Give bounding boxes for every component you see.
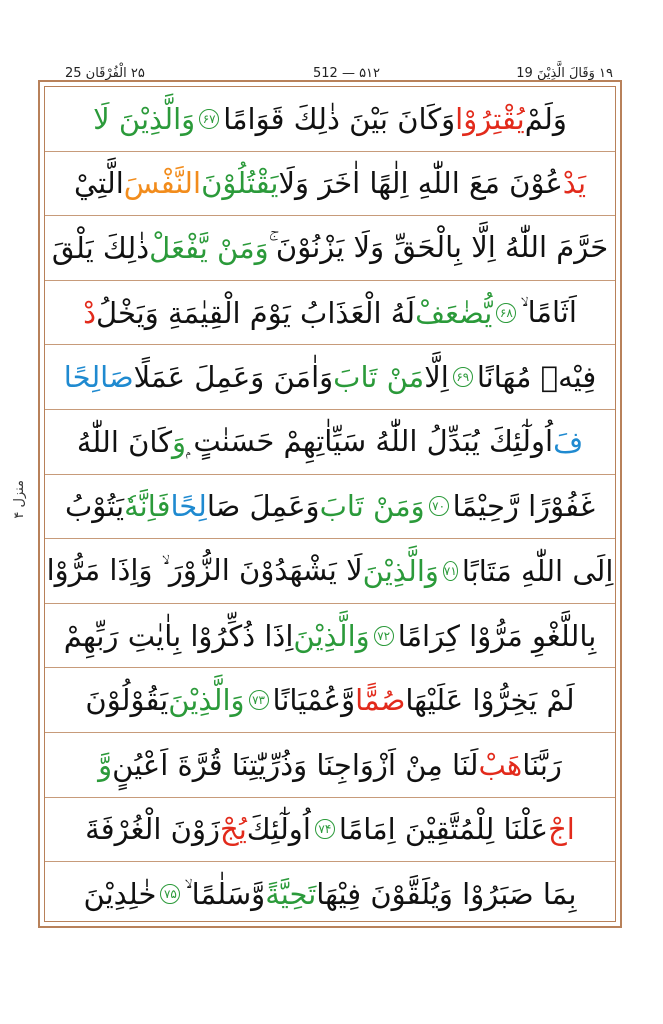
text-segment: صُمًّا [355, 683, 406, 718]
text-segment: فَ [553, 424, 584, 459]
text-segment: يُقْتِرُوْا [455, 101, 525, 136]
text-segment: تَحِيَّةً [265, 877, 317, 912]
text-segment: وَّ [98, 747, 113, 782]
text-segment: وَالَّذِيْنَ [362, 553, 439, 588]
text-line [45, 410, 615, 475]
text-segment: يَتُوْبُ [65, 489, 125, 524]
ayah-number-marker: ۷۳ [249, 690, 269, 710]
text-segment: اَثَامًا ۙ [520, 295, 577, 330]
text-line [45, 281, 615, 346]
page-frame [38, 80, 622, 928]
text-segment: عُوْنَ مَعَ اللّٰهِ اِلٰهًا اٰخَرَ وَلَا [278, 166, 563, 201]
text-segment: بِمَا صَبَرُوْا وَيُلَقَّوْنَ فِيْهَا [316, 877, 577, 912]
text-area [44, 86, 616, 922]
text-segment: اِذَا ذُكِّرُوْا بِاٰيٰتِ رَبِّهِمْ [63, 618, 294, 653]
text-segment: النَّفْسَ [123, 166, 202, 201]
text-segment: وَالَّذِيْنَ [293, 618, 370, 653]
text-line [45, 862, 615, 927]
text-segment: لِحًا [170, 489, 207, 524]
text-segment: عَلْنَا لِلْمُتَّقِيْنَ اِمَامًا [338, 812, 549, 847]
text-line [45, 798, 615, 863]
page-number: 512 — ۵۱۲ [313, 66, 381, 81]
text-segment: زَوْنَ الْغُرْفَةَ [85, 812, 220, 847]
text-line [45, 345, 615, 410]
text-segment: كَانَ اللّٰهُ [76, 424, 173, 459]
text-segment: لَهُ الْعَذَابُ يَوْمَ الْقِيٰمَةِ وَيَخْلُ [95, 295, 416, 330]
ayah-number-marker: ۷۱ [443, 561, 458, 581]
text-line [45, 539, 615, 604]
text-segment: يَدْ [562, 166, 587, 201]
text-segment: غَفُوْرًا رَّحِيْمًا [452, 489, 595, 524]
ayah-number-marker: ۶۸ [496, 303, 516, 323]
text-segment: فَاِنَّهٗ [124, 489, 171, 524]
text-segment: هَبْ [478, 747, 523, 782]
text-segment: لَنَا مِنْ اَزْوَاجِنَا وَذُرِّيّٰتِنَا قُرَّةَ اَعْيُنٍ [112, 747, 479, 782]
text-segment: وَّعُمْيَانًا [272, 683, 356, 718]
text-line [45, 733, 615, 798]
ayah-number-marker: ۷۰ [429, 496, 449, 516]
text-segment: بِاللَّغْوِ مَرُّوْا كِرَامًا [397, 618, 597, 653]
text-segment: يُجْ [219, 812, 247, 847]
text-segment: وَاٰمَنَ وَعَمِلَ عَمَلًا [133, 360, 334, 395]
text-segment: اِلَى اللّٰهِ مَتَابًا [461, 553, 614, 588]
text-segment: وَمَنْ تَابَ [319, 489, 425, 524]
ayah-number-marker: ۷۴ [315, 819, 335, 839]
text-segment: اِلَّا [424, 360, 449, 395]
text-segment: ذٰلِكَ يَلْقَ [51, 230, 150, 265]
juz-name-label: ۱۹ وَقَالَ الَّذِيْنَ 19 [516, 66, 613, 81]
text-line [45, 152, 615, 217]
text-segment: مَنْ تَابَ [333, 360, 425, 395]
text-segment: وَالَّذِيْنَ لَا [93, 101, 196, 136]
text-line [45, 216, 615, 281]
text-segment: يُّضٰعَفْ [415, 295, 493, 330]
text-segment: الَّتِيْ [73, 166, 124, 201]
text-line [45, 604, 615, 669]
text-segment: وَمَنْ يَّفْعَلْ [149, 230, 269, 265]
manzil-label: منزل ۴ [12, 480, 27, 519]
text-segment: اُولٰٓئِكَ يُبَدِّلُ اللّٰهُ سَيِّاٰتِهِمْ حَسَنٰتٍ ۭ [186, 424, 554, 459]
ayah-number-marker: ۶۹ [453, 367, 473, 387]
surah-name-label: ۲۵ الْفُرْقَان 25 [65, 66, 145, 81]
text-segment: لَا يَشْهَدُوْنَ الزُّوْرَ ۙ وَاِذَا مَرُّوْا [46, 553, 363, 588]
text-segment: وَالَّذِيْنَ [168, 683, 245, 718]
text-line [45, 87, 615, 152]
text-segment: حَرَّمَ اللّٰهُ اِلَّا بِالْحَقِّ وَلَا يَزْنُوْنَ ۚ [268, 230, 609, 265]
text-segment: فِيْهٖ مُهَانًا [476, 360, 597, 395]
text-segment: يَقْتُلُوْنَ [201, 166, 279, 201]
text-segment: وَكَانَ بَيْنَ ذٰلِكَ قَوَامًا [223, 101, 456, 136]
text-segment: لَمْ يَخِرُّوْا عَلَيْهَا [405, 683, 575, 718]
text-segment: وَّسَلٰمًا ۙ [184, 876, 266, 911]
text-segment: وَعَمِلَ صَا [206, 489, 320, 524]
ayah-number-marker: ۶۷ [199, 109, 219, 129]
text-segment: رَبَّنَا [522, 747, 562, 782]
text-line [45, 668, 615, 733]
text-segment: خٰلِدِيْنَ [83, 877, 157, 912]
text-segment: اُولٰٓئِكَ [246, 812, 311, 847]
text-segment: دْ [83, 295, 96, 330]
text-line [45, 475, 615, 540]
ayah-number-marker: ۷۵ [160, 884, 180, 904]
text-segment: وَ [172, 424, 187, 459]
text-segment: وَلَمْ [524, 101, 567, 136]
text-segment: صَالِحًا [63, 360, 134, 395]
text-segment: يَقُوْلُوْنَ [85, 683, 169, 718]
ayah-number-marker: ۷۲ [374, 626, 394, 646]
text-segment: اجْ [548, 812, 575, 847]
